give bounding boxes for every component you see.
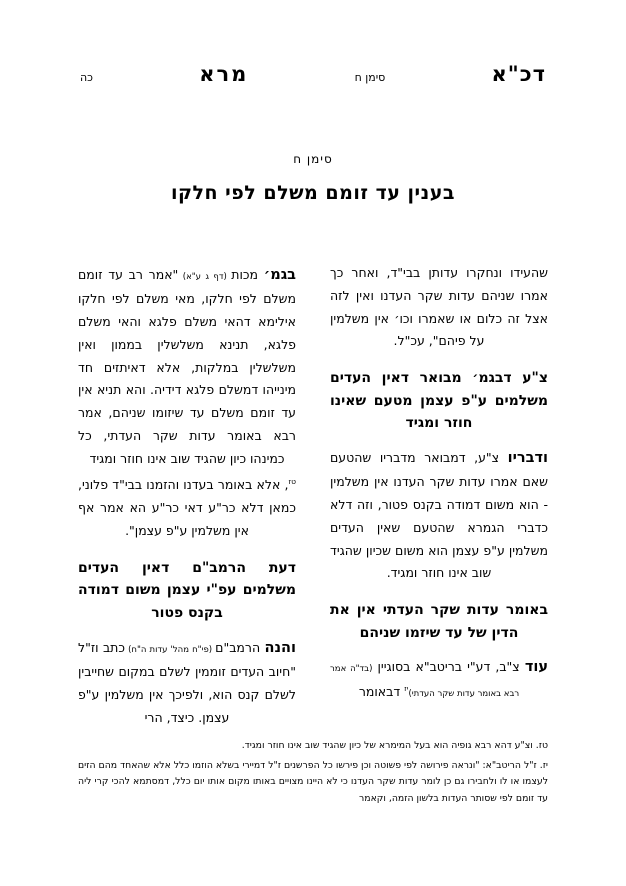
body-columns xyxy=(78,262,548,725)
subheading-daas-harambam: דעת הרמב"ם דאין העדים משלמים עפ"י עצמן משום דמודה בקנס פטור xyxy=(78,559,296,621)
subheading-tzarich-iyun: צ"ע דבגמ׳ מבואר דאין העדים משלמים ע"פ עצמן מטעם שאינו חוזר ומגיד xyxy=(330,370,548,432)
paragraph-text-a-tail: "אמר רב עד זומם משלם לפי חלקו, מאי משלם לפי חלקו אילימא דהאי משלם פלגא והאי משלם פלגא, תנינא משלשלין בממון ואין משלשלין במלקות, אלא דאיתזים חד מינייהו דמשלם פלגא דידיה. והא תניא אין עד זומם משלם עד שיזומו שניהם, אמר רבא באומר עדות שקר העדתי, כל כמינהו כיון שהגיד שוב אינו חוזר ומגיד xyxy=(78,267,296,466)
paragraph-lead-word: עוד xyxy=(524,659,548,676)
footnote-text: ז"ל הריטב"א: "ונראה פירושה לפי פשוטה וכן פירשו כל הפרשנים ז"ל דמיירי בשלא הוזמו כלל אלא שהאחד מהם הזים לעצמו או לו ולחבירו גם כן לומר עדות שקר העדנו כי לא היינו מצויים באותו מקום אותו יום כלל, דמסתמא להכי קרי ליה עד זומם לפי שסותר העדות בלשון הזמה, וקאמר xyxy=(78,759,548,804)
paragraph-lead-word: ודבריו xyxy=(507,450,548,467)
footnote-number: טז. xyxy=(535,740,548,751)
footnote-marker[interactable]: יז xyxy=(404,683,409,693)
paragraph-text: הרמב"ם xyxy=(215,639,265,655)
paragraph-od xyxy=(330,654,548,703)
subheading-beomer: באומר עדות שקר העדתי אין את הדין של עד שיזמו שניהם xyxy=(330,602,548,641)
running-head-siman: סימן ח xyxy=(354,71,386,84)
paragraph-vehinei xyxy=(78,635,296,730)
source-citation: (בד"ה אמר רבא באומר עדות שקר העדתי) xyxy=(330,664,520,699)
footnote-number: יז. xyxy=(539,759,548,771)
running-head-daf: דכ"א xyxy=(491,62,546,86)
paragraph-bagemara xyxy=(78,262,296,470)
footnotes-section xyxy=(78,738,548,810)
source-citation: (דף ג ע"א) xyxy=(178,272,232,282)
footnote-text: וצ"ע דהא רבא גופיה הוא בעל המימרא של כיון שהגיד שוב אינו חוזר ומגיד. xyxy=(241,740,533,751)
paragraph-text: צ"ע, דמבואר מדבריו שהטעם שאם אמרו עדות שקר העדנו אין משלמין - הוא משום דמודה בקנס פטור, וזה דלא כדברי הגמרא שהטעם שאין העדים משלמין ע"פ עצמן הוא משום שכיון שהגיד שוב אינו חוזר ומגיד. xyxy=(330,450,548,581)
paragraph-lead-word: והנה xyxy=(264,639,296,656)
paragraph-udvarav xyxy=(330,445,548,585)
footnote-item xyxy=(78,758,548,808)
column-right xyxy=(78,262,297,725)
paragraph-text-tail: כתב וז"ל "חיוב העדים זוממין לשלם במקום שחייבין לשלם קנס הוא, ולפיכך אין משלמין ע"פ עצמן. כיצד, הרי xyxy=(78,639,296,725)
siman-label: סימן ח xyxy=(293,152,333,166)
siman-header xyxy=(0,152,626,204)
source-citation: (פי"ח מהל' עדות ה"ח) xyxy=(125,644,216,655)
running-head-book-title: מרא xyxy=(199,62,249,86)
paragraph-text-a: מכות xyxy=(231,267,264,282)
column-left xyxy=(330,262,548,722)
running-head-folio: כה xyxy=(80,71,94,84)
siman-title: בענין עד זומם משלם לפי חלקו xyxy=(171,182,455,204)
paragraph-text-b: , אלא באומר בעדנו והזמנו בבי"ד פלוני, כמאן דלא כר"ע דאי כר"ע הא אמר אף אין משלמין ע"פ עצמן". xyxy=(78,477,296,538)
paragraph-continuation xyxy=(330,262,548,353)
paragraph-text: צ"ב, דע"י בריטב"א בסוגיין xyxy=(372,659,525,675)
running-head xyxy=(80,62,546,92)
paragraph-text: שהעידו ונחקרו עדותן בבי"ד, ואחר כך אמרו שניהם עדות שקר העדנו ואין לזה אצל זה כלום או שאמרו וכו׳ אין משלמין על פיהם", עכ"ל. xyxy=(330,265,548,349)
paragraph-lead-word: בגמ׳ xyxy=(263,267,297,283)
footnote-item xyxy=(78,738,548,755)
footnote-marker[interactable]: טז xyxy=(288,477,296,487)
paragraph-bagemara-cont xyxy=(78,474,296,542)
paragraph-text-tail: דבאומר xyxy=(358,683,405,699)
